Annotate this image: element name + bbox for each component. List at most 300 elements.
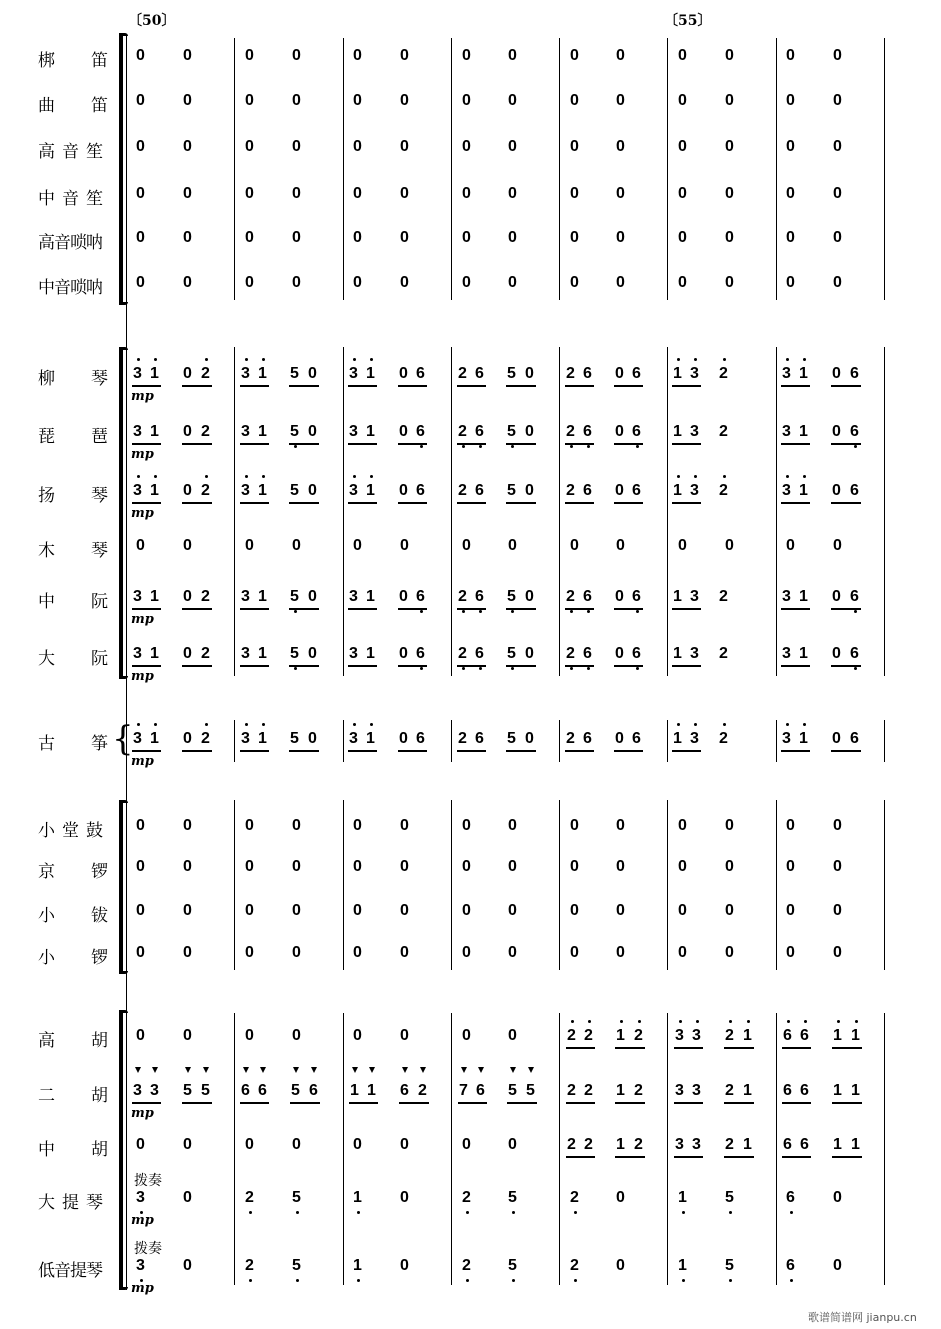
note-digit: 5 bbox=[290, 588, 299, 605]
note-digit: 0 bbox=[353, 902, 362, 919]
note-digit: 1 bbox=[353, 1189, 362, 1206]
barline bbox=[451, 347, 452, 676]
beam-underline bbox=[782, 1102, 811, 1104]
beam-underline bbox=[132, 750, 161, 752]
note-digit: 0 bbox=[136, 902, 145, 919]
instrument-label-char: 高 bbox=[38, 142, 55, 162]
note-digit: 3 bbox=[675, 1027, 684, 1044]
note-digit: 0 bbox=[725, 858, 734, 875]
note-digit: 0 bbox=[616, 229, 625, 246]
instrument-label-char: 小 bbox=[38, 948, 55, 968]
beam-underline bbox=[457, 385, 486, 387]
barline bbox=[884, 38, 885, 300]
note-digit: 2 bbox=[458, 645, 467, 662]
note-digit: 0 bbox=[462, 944, 471, 961]
note-digit: 0 bbox=[353, 185, 362, 202]
note-digit: 0 bbox=[400, 47, 409, 64]
instrument-label-char: 琴 bbox=[86, 1193, 103, 1213]
note-digit: 0 bbox=[353, 138, 362, 155]
beam-underline bbox=[831, 750, 861, 752]
octave-dot bbox=[420, 610, 423, 613]
note-digit: 6 bbox=[783, 1027, 792, 1044]
beam-underline bbox=[565, 443, 594, 445]
note-digit: 3 bbox=[782, 423, 791, 440]
barline bbox=[343, 347, 344, 676]
note-digit: 6 bbox=[475, 482, 484, 499]
note-digit: 0 bbox=[508, 1136, 517, 1153]
note-digit: 0 bbox=[786, 138, 795, 155]
note-digit: 2 bbox=[201, 588, 210, 605]
note-digit: 0 bbox=[508, 817, 517, 834]
note-digit: 2 bbox=[570, 1189, 579, 1206]
bracket-winds bbox=[119, 36, 123, 302]
note-digit: 0 bbox=[725, 47, 734, 64]
note-digit: 0 bbox=[525, 645, 534, 662]
note-digit: 3 bbox=[675, 1136, 684, 1153]
octave-dot bbox=[137, 723, 140, 726]
beam-underline bbox=[672, 385, 701, 387]
note-digit: 0 bbox=[570, 229, 579, 246]
dynamic-mark: mp bbox=[131, 389, 154, 404]
note-digit: 3 bbox=[241, 645, 250, 662]
octave-dot bbox=[694, 475, 697, 478]
note-digit: 0 bbox=[245, 274, 254, 291]
beam-underline bbox=[289, 608, 319, 610]
note-digit: 3 bbox=[241, 482, 250, 499]
note-digit: 0 bbox=[400, 944, 409, 961]
note-digit: 6 bbox=[850, 588, 859, 605]
note-digit: 0 bbox=[525, 588, 534, 605]
note-digit: 3 bbox=[782, 730, 791, 747]
beam-underline bbox=[240, 502, 269, 504]
note-digit: 0 bbox=[615, 482, 624, 499]
note-digit: 0 bbox=[183, 645, 192, 662]
note-digit: 2 bbox=[719, 423, 728, 440]
octave-dot bbox=[205, 723, 208, 726]
barline bbox=[343, 800, 344, 970]
accent-wedge bbox=[203, 1067, 209, 1073]
note-digit: 0 bbox=[725, 185, 734, 202]
note-digit: 0 bbox=[570, 185, 579, 202]
note-digit: 0 bbox=[570, 274, 579, 291]
note-digit: 0 bbox=[508, 92, 517, 109]
note-digit: 1 bbox=[366, 482, 375, 499]
octave-dot bbox=[587, 667, 590, 670]
note-digit: 3 bbox=[782, 645, 791, 662]
note-digit: 1 bbox=[258, 482, 267, 499]
beam-underline bbox=[672, 608, 701, 610]
note-digit: 0 bbox=[508, 537, 517, 554]
note-digit: 0 bbox=[136, 858, 145, 875]
instrument-label bbox=[38, 137, 110, 162]
instrument-label-char: 阮 bbox=[91, 649, 108, 669]
note-digit: 0 bbox=[508, 902, 517, 919]
note-digit: 2 bbox=[201, 365, 210, 382]
octave-dot bbox=[729, 1020, 732, 1023]
measure-number-55: 〔55〕 bbox=[664, 13, 712, 29]
note-digit: 0 bbox=[832, 730, 841, 747]
beam-underline bbox=[565, 750, 594, 752]
accent-wedge bbox=[402, 1067, 408, 1073]
note-digit: 0 bbox=[508, 1027, 517, 1044]
note-digit: 1 bbox=[851, 1136, 860, 1153]
accent-wedge bbox=[135, 1067, 141, 1073]
beam-underline bbox=[240, 443, 269, 445]
beam-underline bbox=[457, 665, 486, 667]
note-digit: 0 bbox=[245, 47, 254, 64]
note-digit: 1 bbox=[799, 730, 808, 747]
note-digit: 6 bbox=[241, 1082, 250, 1099]
instrument-label-char: 中 bbox=[38, 592, 55, 612]
octave-dot bbox=[353, 358, 356, 361]
note-digit: 6 bbox=[416, 423, 425, 440]
note-digit: 0 bbox=[462, 1027, 471, 1044]
instrument-label-char: 古 bbox=[38, 734, 55, 754]
octave-dot bbox=[587, 445, 590, 448]
note-digit: 6 bbox=[850, 365, 859, 382]
octave-dot bbox=[262, 358, 265, 361]
instrument-label bbox=[38, 228, 110, 253]
octave-dot bbox=[294, 667, 297, 670]
note-digit: 3 bbox=[241, 588, 250, 605]
note-digit: 0 bbox=[183, 588, 192, 605]
octave-dot bbox=[512, 1211, 515, 1214]
note-digit: 1 bbox=[258, 645, 267, 662]
note-digit: 0 bbox=[570, 92, 579, 109]
technique-label: 拨奏 bbox=[134, 1241, 162, 1257]
beam-underline bbox=[348, 502, 377, 504]
octave-dot bbox=[855, 1020, 858, 1023]
note-digit: 1 bbox=[350, 1082, 359, 1099]
beam-underline bbox=[832, 1102, 862, 1104]
note-digit: 0 bbox=[678, 138, 687, 155]
instrument-label-text: 高音唢呐 bbox=[38, 233, 102, 253]
accent-wedge bbox=[369, 1067, 375, 1073]
beam-underline bbox=[398, 665, 427, 667]
note-digit: 0 bbox=[833, 274, 842, 291]
octave-dot bbox=[245, 723, 248, 726]
technique-label: 拨奏 bbox=[134, 1173, 162, 1189]
note-digit: 6 bbox=[850, 730, 859, 747]
note-digit: 1 bbox=[150, 365, 159, 382]
note-digit: 3 bbox=[133, 1082, 142, 1099]
beam-underline bbox=[506, 608, 536, 610]
note-digit: 0 bbox=[136, 944, 145, 961]
note-digit: 0 bbox=[183, 730, 192, 747]
note-digit: 0 bbox=[136, 1027, 145, 1044]
beam-underline bbox=[614, 385, 643, 387]
note-digit: 5 bbox=[725, 1257, 734, 1274]
note-digit: 0 bbox=[183, 423, 192, 440]
instrument-label-char: 高 bbox=[38, 1031, 55, 1051]
note-digit: 0 bbox=[833, 537, 842, 554]
octave-dot bbox=[620, 1020, 623, 1023]
beam-underline bbox=[782, 1047, 811, 1049]
note-digit: 0 bbox=[245, 817, 254, 834]
note-digit: 0 bbox=[786, 274, 795, 291]
note-digit: 5 bbox=[291, 1082, 300, 1099]
note-digit: 0 bbox=[353, 858, 362, 875]
note-digit: 2 bbox=[719, 645, 728, 662]
dynamic-mark: mp bbox=[131, 612, 154, 627]
accent-wedge bbox=[260, 1067, 266, 1073]
note-digit: 1 bbox=[743, 1027, 752, 1044]
note-digit: 3 bbox=[136, 1257, 145, 1274]
octave-dot bbox=[854, 667, 857, 670]
barline bbox=[451, 800, 452, 970]
octave-dot bbox=[462, 445, 465, 448]
note-digit: 0 bbox=[615, 423, 624, 440]
barline bbox=[343, 1013, 344, 1285]
beam-underline bbox=[132, 385, 161, 387]
note-digit: 3 bbox=[690, 365, 699, 382]
note-digit: 0 bbox=[725, 92, 734, 109]
note-digit: 2 bbox=[566, 482, 575, 499]
dynamic-mark: mp bbox=[131, 1281, 154, 1296]
note-digit: 0 bbox=[616, 902, 625, 919]
note-digit: 2 bbox=[567, 1136, 576, 1153]
note-digit: 0 bbox=[245, 858, 254, 875]
barline bbox=[667, 800, 668, 970]
note-digit: 2 bbox=[725, 1027, 734, 1044]
barline bbox=[234, 720, 235, 762]
note-digit: 0 bbox=[399, 730, 408, 747]
octave-dot bbox=[571, 1020, 574, 1023]
octave-dot bbox=[245, 475, 248, 478]
note-digit: 2 bbox=[458, 588, 467, 605]
note-digit: 0 bbox=[786, 229, 795, 246]
beam-underline bbox=[781, 502, 810, 504]
note-digit: 5 bbox=[292, 1257, 301, 1274]
note-digit: 0 bbox=[616, 92, 625, 109]
octave-dot bbox=[154, 723, 157, 726]
beam-underline bbox=[614, 665, 643, 667]
beam-underline bbox=[348, 665, 377, 667]
instrument-label-char: 大 bbox=[38, 649, 55, 669]
note-digit: 5 bbox=[290, 423, 299, 440]
bracket-strings bbox=[119, 1013, 123, 1287]
instrument-label bbox=[38, 1256, 110, 1281]
octave-dot bbox=[357, 1211, 360, 1214]
accent-wedge bbox=[528, 1067, 534, 1073]
note-digit: 0 bbox=[570, 138, 579, 155]
bracket-percussion bbox=[119, 803, 123, 971]
note-digit: 0 bbox=[400, 902, 409, 919]
note-digit: 0 bbox=[292, 47, 301, 64]
note-digit: 0 bbox=[525, 423, 534, 440]
note-digit: 1 bbox=[258, 730, 267, 747]
note-digit: 0 bbox=[183, 1257, 192, 1274]
instrument-label-char: 木 bbox=[38, 541, 55, 561]
note-digit: 0 bbox=[353, 817, 362, 834]
note-digit: 0 bbox=[462, 185, 471, 202]
accent-wedge bbox=[185, 1067, 191, 1073]
note-digit: 3 bbox=[692, 1082, 701, 1099]
note-digit: 6 bbox=[476, 1082, 485, 1099]
note-digit: 0 bbox=[400, 858, 409, 875]
accent-wedge bbox=[510, 1067, 516, 1073]
note-digit: 0 bbox=[833, 817, 842, 834]
octave-dot bbox=[636, 445, 639, 448]
note-digit: 0 bbox=[725, 274, 734, 291]
octave-dot bbox=[696, 1020, 699, 1023]
note-digit: 0 bbox=[832, 645, 841, 662]
octave-dot bbox=[677, 358, 680, 361]
dynamic-mark: mp bbox=[131, 1213, 154, 1228]
note-digit: 0 bbox=[616, 817, 625, 834]
note-digit: 0 bbox=[308, 645, 317, 662]
brace-guzheng: { bbox=[112, 719, 134, 759]
note-digit: 0 bbox=[245, 1027, 254, 1044]
barline bbox=[884, 800, 885, 970]
note-digit: 0 bbox=[400, 185, 409, 202]
note-digit: 1 bbox=[366, 365, 375, 382]
instrument-label-char: 鼓 bbox=[86, 821, 103, 841]
beam-underline bbox=[674, 1047, 703, 1049]
octave-dot bbox=[479, 445, 482, 448]
instrument-label-char: 琴 bbox=[91, 541, 108, 561]
beam-underline bbox=[398, 385, 427, 387]
note-digit: 0 bbox=[678, 229, 687, 246]
instrument-label-char: 琵 bbox=[38, 427, 55, 447]
note-digit: 3 bbox=[690, 730, 699, 747]
note-digit: 5 bbox=[507, 482, 516, 499]
note-digit: 0 bbox=[399, 645, 408, 662]
instrument-label-char: 笛 bbox=[91, 51, 108, 71]
beam-underline bbox=[615, 1156, 645, 1158]
note-digit: 6 bbox=[632, 365, 641, 382]
beam-underline bbox=[614, 608, 643, 610]
note-digit: 2 bbox=[462, 1189, 471, 1206]
note-digit: 1 bbox=[353, 1257, 362, 1274]
note-digit: 0 bbox=[292, 138, 301, 155]
note-digit: 2 bbox=[458, 730, 467, 747]
note-digit: 5 bbox=[183, 1082, 192, 1099]
note-digit: 0 bbox=[183, 229, 192, 246]
octave-dot bbox=[723, 723, 726, 726]
beam-underline bbox=[240, 750, 269, 752]
note-digit: 0 bbox=[678, 858, 687, 875]
instrument-label bbox=[38, 184, 110, 209]
note-digit: 0 bbox=[136, 274, 145, 291]
note-digit: 3 bbox=[349, 482, 358, 499]
note-digit: 6 bbox=[583, 645, 592, 662]
note-digit: 5 bbox=[725, 1189, 734, 1206]
beam-underline bbox=[674, 1156, 703, 1158]
note-digit: 0 bbox=[183, 185, 192, 202]
note-digit: 0 bbox=[725, 902, 734, 919]
beam-underline bbox=[398, 608, 427, 610]
note-digit: 0 bbox=[353, 229, 362, 246]
beam-underline bbox=[506, 502, 536, 504]
note-digit: 0 bbox=[615, 588, 624, 605]
octave-dot bbox=[511, 610, 514, 613]
note-digit: 2 bbox=[201, 423, 210, 440]
octave-dot bbox=[245, 358, 248, 361]
beam-underline bbox=[832, 1156, 862, 1158]
note-digit: 2 bbox=[201, 730, 210, 747]
note-digit: 0 bbox=[786, 185, 795, 202]
beam-underline bbox=[781, 665, 810, 667]
note-digit: 6 bbox=[632, 588, 641, 605]
note-digit: 0 bbox=[678, 274, 687, 291]
octave-dot bbox=[854, 610, 857, 613]
note-digit: 2 bbox=[418, 1082, 427, 1099]
note-digit: 3 bbox=[349, 588, 358, 605]
note-digit: 2 bbox=[570, 1257, 579, 1274]
note-digit: 0 bbox=[353, 47, 362, 64]
note-digit: 0 bbox=[308, 588, 317, 605]
instrument-label-char: 钹 bbox=[91, 906, 108, 926]
note-digit: 1 bbox=[258, 588, 267, 605]
octave-dot bbox=[262, 475, 265, 478]
octave-dot bbox=[786, 358, 789, 361]
barline bbox=[776, 38, 777, 300]
barline bbox=[234, 347, 235, 676]
beam-underline bbox=[457, 443, 486, 445]
note-digit: 5 bbox=[508, 1189, 517, 1206]
note-digit: 1 bbox=[743, 1136, 752, 1153]
accent-wedge bbox=[311, 1067, 317, 1073]
instrument-label-char: 筝 bbox=[91, 734, 108, 754]
octave-dot bbox=[636, 667, 639, 670]
instrument-label-char: 小 bbox=[38, 821, 55, 841]
octave-dot bbox=[803, 358, 806, 361]
note-digit: 0 bbox=[245, 537, 254, 554]
octave-dot bbox=[479, 610, 482, 613]
note-digit: 0 bbox=[183, 537, 192, 554]
note-digit: 0 bbox=[292, 1136, 301, 1153]
note-digit: 2 bbox=[566, 730, 575, 747]
note-digit: 2 bbox=[584, 1136, 593, 1153]
note-digit: 2 bbox=[458, 482, 467, 499]
note-digit: 6 bbox=[632, 482, 641, 499]
note-digit: 5 bbox=[290, 730, 299, 747]
octave-dot bbox=[511, 445, 514, 448]
note-digit: 0 bbox=[308, 730, 317, 747]
note-digit: 1 bbox=[673, 730, 682, 747]
note-digit: 3 bbox=[690, 423, 699, 440]
octave-dot bbox=[574, 1279, 577, 1282]
note-digit: 1 bbox=[150, 730, 159, 747]
instrument-label-char: 琴 bbox=[91, 369, 108, 389]
note-digit: 0 bbox=[508, 138, 517, 155]
note-digit: 6 bbox=[309, 1082, 318, 1099]
instrument-label-char: 阮 bbox=[91, 592, 108, 612]
note-digit: 0 bbox=[136, 185, 145, 202]
note-digit: 2 bbox=[458, 365, 467, 382]
note-digit: 0 bbox=[245, 92, 254, 109]
note-digit: 1 bbox=[150, 588, 159, 605]
octave-dot bbox=[786, 723, 789, 726]
note-digit: 6 bbox=[783, 1136, 792, 1153]
instrument-label-char: 锣 bbox=[91, 948, 108, 968]
note-digit: 1 bbox=[833, 1136, 842, 1153]
note-digit: 7 bbox=[459, 1082, 468, 1099]
octave-dot bbox=[570, 667, 573, 670]
note-digit: 3 bbox=[133, 482, 142, 499]
note-digit: 0 bbox=[400, 92, 409, 109]
note-digit: 0 bbox=[462, 537, 471, 554]
note-digit: 0 bbox=[245, 138, 254, 155]
note-digit: 0 bbox=[462, 274, 471, 291]
note-digit: 0 bbox=[678, 817, 687, 834]
barline bbox=[884, 347, 885, 676]
instrument-label-char: 笙 bbox=[86, 189, 103, 209]
octave-dot bbox=[137, 358, 140, 361]
note-digit: 3 bbox=[782, 588, 791, 605]
note-digit: 1 bbox=[366, 588, 375, 605]
